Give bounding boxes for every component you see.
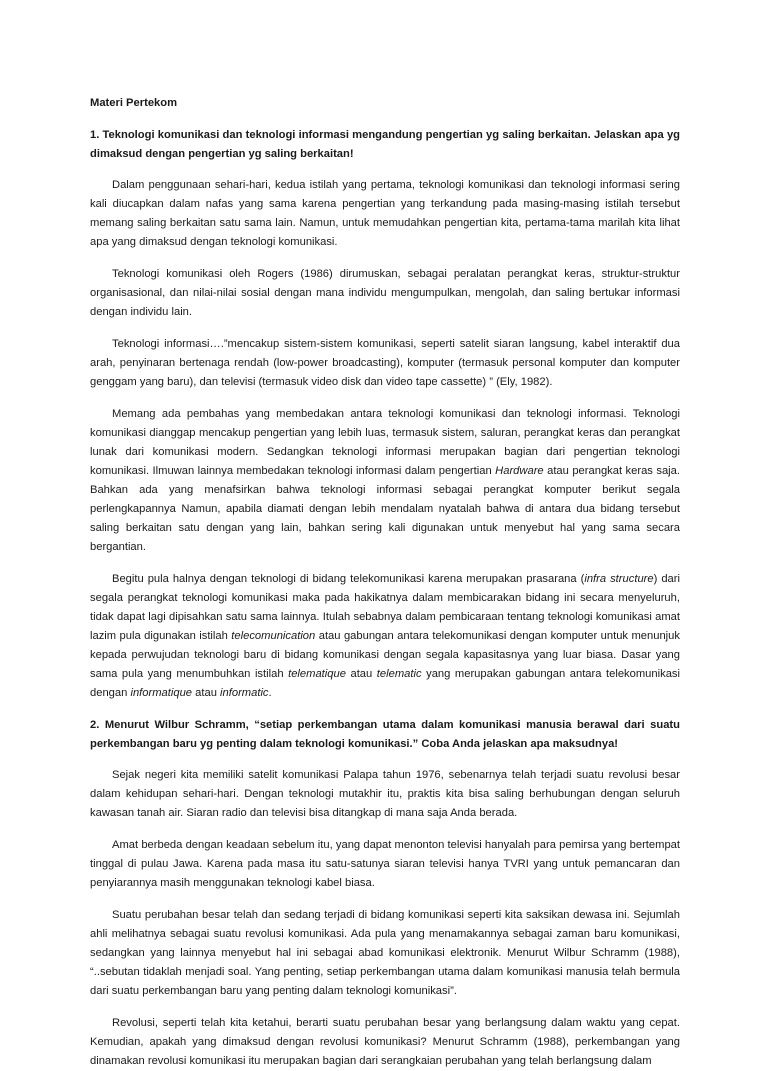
answer-1-paragraph-1: Dalam penggunaan sehari-hari, kedua istilah yang pertama, teknologi komunikasi dan teknologi informasi sering kali diucapkan dalam nafas yang sama karena pengertian yang terkandung pada masing-masing istilah tersebut memang saling berkaitan satu sama lain. Namun, untuk memudahkan pengertian kita, pertama-tama marilah kita lihat apa yang dimaksud dengan teknologi komunikasi. xyxy=(90,179,680,248)
italic-term-infra-structure: infra structure xyxy=(584,573,654,585)
italic-term-informatic: informatic xyxy=(220,687,269,699)
text-run: Begitu pula halnya dengan teknologi di bidang telekomunikasi karena merupakan prasarana ( xyxy=(112,573,585,585)
text-run: atau xyxy=(192,687,221,699)
italic-term-telematic: telematic xyxy=(376,668,422,680)
answer-1-paragraph-2: Teknologi komunikasi oleh Rogers (1986) dirumuskan, sebagai peralatan perangkat keras, struktur-struktur organisasional, dan nilai-nilai sosial dengan mana individu mengumpulkan, mengolah, dan saling bertukar informasi dengan individu lain. xyxy=(90,268,680,318)
text-run: atau perangkat keras saja. Bahkan ada yang menafsirkan bahwa teknologi informasi sebagai perangkat komputer berikut segala perlengkapannya Namun, apabila diamati dengan lebih mendalam nyatalah bahwa di antara dua bidang tersebut saling berkaitan satu dengan yang lain, bahkan sering kali digunakan untuk menyebut hal yang sama secara bergantian. xyxy=(90,465,680,553)
answer-1-paragraph-4 xyxy=(90,405,680,557)
answer-2-paragraph-1: Sejak negeri kita memiliki satelit komunikasi Palapa tahun 1976, sebenarnya telah terjadi suatu revolusi besar dalam kehidupan sehari-hari. Dengan teknologi mutakhir itu, praktis kita bisa saling berhubungan dengan seluruh kawasan tanah air. Siaran radio dan televisi bisa ditangkap di mana saja Anda berada. xyxy=(90,769,680,819)
question-1: 1. Teknologi komunikasi dan teknologi informasi mengandung pengertian yg saling berkaitan. Jelaskan apa yg dimaksud dengan pengertian yg saling berkaitan! xyxy=(90,129,680,160)
text-run: . xyxy=(268,687,272,699)
text-run: atau gabungan antara telekomunikasi dengan komputer untuk menunjuk kepada perwujudan teknologi baru di bidang komunikasi dengan segala kapasitasnya yang luar biasa. Dasar yang sama pula yang menumbuhkan istilah xyxy=(90,630,680,680)
italic-term-telecomunication: telecomunication xyxy=(231,630,316,642)
answer-1-paragraph-3: Teknologi informasi….”mencakup sistem-sistem komunikasi, seperti satelit siaran langsung, kabel interaktif dua arah, penyinaran bertenaga rendah (low-power broadcasting), komputer (termasuk personal komputer dan komputer genggam yang baru), dan televisi (termasuk video disk dan video tape cassette) ” (Ely, 1982). xyxy=(90,338,680,388)
italic-term-telematique: telematique xyxy=(288,668,346,680)
text-run: Memang ada pembahas yang membedakan antara teknologi komunikasi dan teknologi informasi. Teknologi komunikasi dianggap mencakup pengertian yang lebih luas, termasuk sistem, saluran, perangkat keras dan perangkat lunak dari komunikasi modern. Sedangkan teknologi informasi merupakan bagian dari pengertian teknologi komunikasi. Ilmuwan lainnya membedakan teknologi informasi dalam pengertian xyxy=(90,408,680,477)
answer-2-paragraph-4: Revolusi, seperti telah kita ketahui, berarti suatu perubahan besar yang berlangsung dalam waktu yang cepat. Kemudian, apakah yang dimaksud dengan revolusi komunikasi? Menurut Schramm (1988), perkembangan yang dinamakan revolusi komunikasi itu merupakan bagian dari serangkaian perubahan yang telah berlangsung dalam xyxy=(90,1017,680,1067)
italic-term-hardware: Hardware xyxy=(495,465,544,477)
text-run: atau xyxy=(345,668,377,680)
question-2: 2. Menurut Wilbur Schramm, “setiap perkembangan utama dalam komunikasi manusia berawal dari suatu perkembangan baru yg penting dalam teknologi komunikasi.” Coba Anda jelaskan apa maksudnya! xyxy=(90,719,680,750)
answer-2-paragraph-3: Suatu perubahan besar telah dan sedang terjadi di bidang komunikasi seperti kita saksikan dewasa ini. Sejumlah ahli melihatnya sebagai suatu revolusi komunikasi. Ada pula yang menamakannya sebagai zaman baru komunikasi, sedangkan yang lainnya menyebut hal ini sebagai abad komunikasi elektronik. Menurut Wilbur Schramm (1988), “..sebutan tidaklah menjadi soal. Yang penting, setiap perkembangan utama dalam komunikasi manusia telah bermula dari suatu perkembangan baru yang penting dalam teknologi komunikasi”. xyxy=(90,909,680,997)
answer-2-paragraph-2: Amat berbeda dengan keadaan sebelum itu, yang dapat menonton televisi hanyalah para pemirsa yang bertempat tinggal di pulau Jawa. Karena pada masa itu satu-satunya siaran televisi hanya TVRI yang untuk pemancaran dan penyiarannya masih menggunakan teknologi kabel biasa. xyxy=(90,839,680,889)
document-title: Materi Pertekom xyxy=(90,97,178,109)
text-run: ) dari segala perangkat teknologi komunikasi maka pada hakikatnya dalam membicarakan bidang ini secara menyeluruh, tidak dapat lagi dipisahkan satu sama lainnya. Itulah sebabnya dalam pembicaraan tentang teknologi komunikasi amat lazim pula digunakan istilah xyxy=(90,573,680,642)
answer-1-paragraph-5 xyxy=(90,570,680,703)
text-run: yang merupakan gabungan antara telekomunikasi dengan xyxy=(90,668,681,699)
italic-term-informatique: informatique xyxy=(130,687,193,699)
